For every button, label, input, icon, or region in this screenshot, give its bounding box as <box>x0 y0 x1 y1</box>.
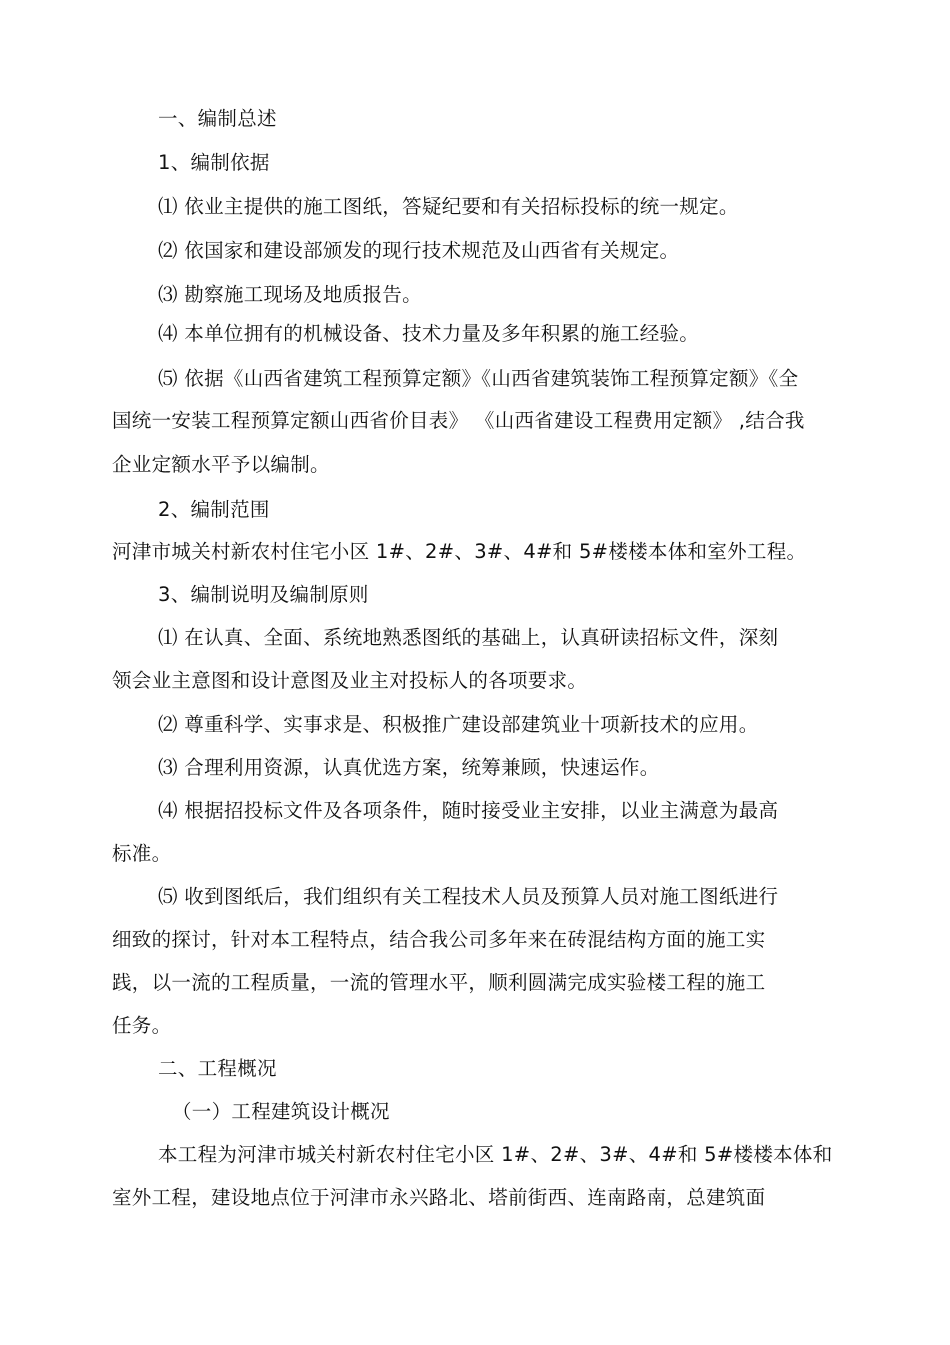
principle-item-5-line-3: 践，以一流的工程质量，一流的管理水平，顺利圆满完成实验楼工程的施工 <box>112 971 766 994</box>
subheading-basis: 1、编制依据 <box>158 151 270 174</box>
basis-item-3: ⑶ 勘察施工现场及地质报告。 <box>158 283 422 306</box>
principle-item-3: ⑶ 合理利用资源，认真优选方案，统筹兼顾，快速运作。 <box>158 756 660 779</box>
basis-item-5-line-3: 企业定额水平予以编制。 <box>112 453 330 476</box>
basis-item-2: ⑵ 依国家和建设部颁发的现行技术规范及山西省有关规定。 <box>158 239 680 262</box>
scope-text: 河津市城关村新农村住宅小区 1#、2#、3#、4#和 5#楼楼本体和室外工程。 <box>112 540 807 563</box>
basis-item-5-line-2: 国统一安装工程预算定额山西省价目表》 《山西省建设工程费用定额》 ,结合我 <box>112 409 805 432</box>
subheading-architecture: （一）工程建筑设计概况 <box>172 1100 390 1123</box>
principle-item-4-line-2: 标准。 <box>112 842 172 865</box>
basis-item-4: ⑷ 本单位拥有的机械设备、技术力量及多年积累的施工经验。 <box>158 322 700 345</box>
basis-item-5-line-1: ⑸ 依据《山西省建筑工程预算定额》《山西省建筑装饰工程预算定额》《全 <box>158 367 799 390</box>
principle-item-5-line-1: ⑸ 收到图纸后，我们组织有关工程技术人员及预算人员对施工图纸进行 <box>158 885 779 908</box>
project-text-line-1: 本工程为河津市城关村新农村住宅小区 1#、2#、3#、4#和 5#楼楼本体和 <box>158 1143 833 1166</box>
basis-item-1: ⑴ 依业主提供的施工图纸，答疑纪要和有关招标投标的统一规定。 <box>158 195 739 218</box>
subheading-principles: 3、编制说明及编制原则 <box>158 583 369 606</box>
principle-item-5-line-2: 细致的探讨，针对本工程特点，结合我公司多年来在砖混结构方面的施工实 <box>112 928 766 951</box>
principle-item-5-line-4: 任务。 <box>112 1014 172 1037</box>
heading-overview: 一、编制总述 <box>158 107 277 130</box>
principle-item-1-line-2: 领会业主意图和设计意图及业主对投标人的各项要求。 <box>112 669 588 692</box>
subheading-scope: 2、编制范围 <box>158 498 270 521</box>
principle-item-1-line-1: ⑴ 在认真、全面、系统地熟悉图纸的基础上，认真研读招标文件，深刻 <box>158 626 779 649</box>
principle-item-2: ⑵ 尊重科学、实事求是、积极推广建设部建筑业十项新技术的应用。 <box>158 713 759 736</box>
heading-project-overview: 二、工程概况 <box>158 1057 277 1080</box>
project-text-line-2: 室外工程，建设地点位于河津市永兴路北、塔前街西、连南路南，总建筑面 <box>112 1186 766 1209</box>
principle-item-4-line-1: ⑷ 根据招投标文件及各项条件，随时接受业主安排，以业主满意为最高 <box>158 799 779 822</box>
